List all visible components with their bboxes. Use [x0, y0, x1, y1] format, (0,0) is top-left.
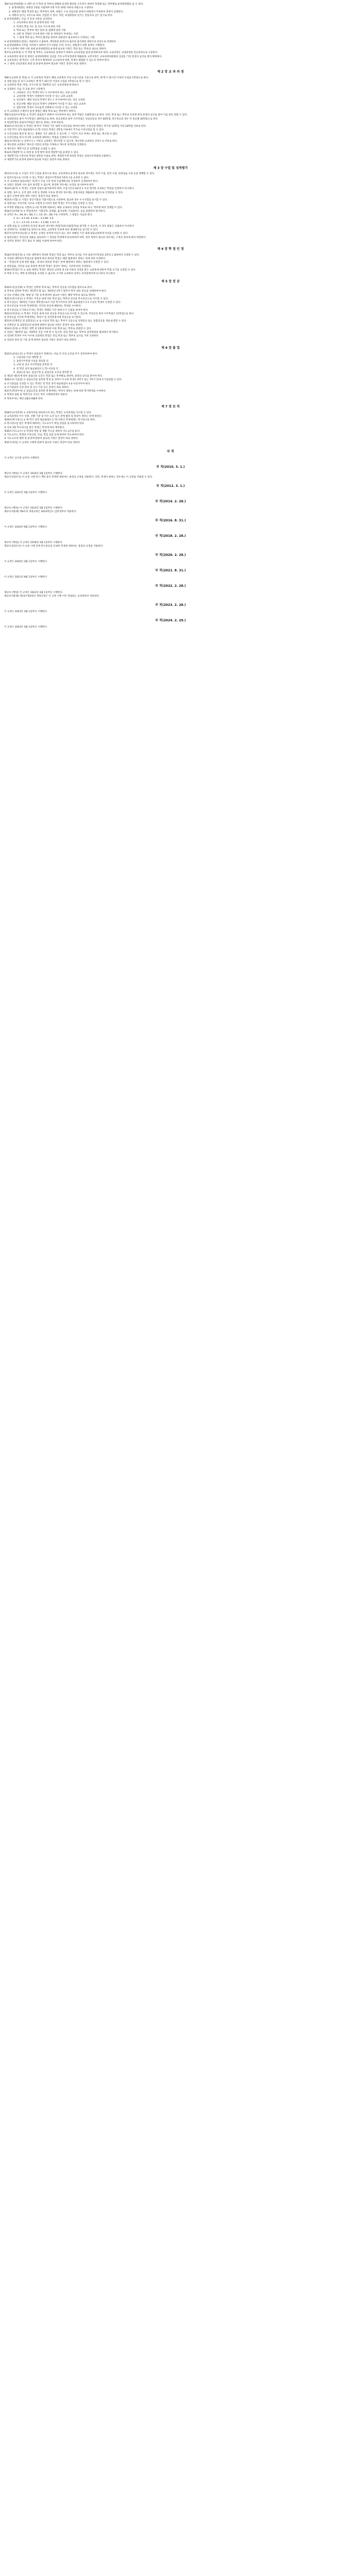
- article-paragraph: ② 국내외 대학과의 학점교류 협정에 따라 취득한 학점은 해당 협정에서 정하는 바에 따라 인정한다.: [4, 258, 106, 261]
- sub-item: 5. 졸업논문 또는 졸업시험 등 졸업인증 요건을 충족할 것: [13, 371, 72, 374]
- addendum-heading: 부 칙(2018. 2. 28.): [155, 534, 186, 538]
- sub-item: 2. C+: 2.5 C0: 2.0 D+: 1.5 D0: 1.0 F: 0: [13, 221, 59, 224]
- article-paragraph: ② 교양과정의 최저 이수학점은 30학점으로 하며, 전공과정의 최저 이수학점은 단일전공의 경우 60학점, 복수전공의 경우 각 전공별 39학점으로 한다.: [4, 117, 159, 121]
- article-paragraph: ④ 성적평가는 상대평가를 원칙으로 하되, 교과목의 특성에 따라 절대평가를 실시할 수 있다.: [4, 229, 98, 232]
- sub-item: 4. 전공선택: 해당 전공의 학생이 선택하여 이수할 수 있는 전공 교과목: [13, 103, 86, 106]
- article-paragraph: ② 성적은 A+, A0, B+, B0, C+, C0, D+, D0, F로 구분하며, 그 평점은 다음과 같다.: [4, 214, 93, 217]
- article-paragraph: 제20조(전공선택) ① 학생은 입학한 학과 또는 학부의 전공을 이수함을 원칙으로 한다.: [4, 286, 93, 290]
- article-paragraph: ② 전과는 제2학년 또는 제3학년 진급 시에 할 수 있으며, 전입 학과 또는 학부의 입학정원의 범위에서 허가한다.: [4, 331, 119, 334]
- article-paragraph: ④ 교과목은 다음 각 호와 같이 구분한다.: [4, 88, 46, 91]
- addendum-heading: 부 칙(2012. 3. 1.): [156, 484, 185, 488]
- chapter-heading: 제 4 장 학 점 인 정: [157, 247, 184, 251]
- article-paragraph: 제2조(적용례) 제9조의 개정규정은 2014학년도 입학생부터 적용한다.: [4, 510, 77, 513]
- article-paragraph: 제26조(조기졸업) ① 졸업요건을 충족한 학생 중 성적이 우수한 학생은 6학기 또는 7학기 만에 조기졸업할 수 있다.: [4, 379, 123, 382]
- sub-item: 3. 교양 및 전공 이수학점을 충족할 것: [13, 364, 53, 367]
- article-paragraph: 제11조(재수강) ① 성적이 C+ 이하인 교과목은 재수강할 수 있으며, 재수강한 교과목의 성적은 A 이하로 한다.: [4, 140, 118, 143]
- article-paragraph: ④ 그 밖에 교육과정의 편성 및 운영에 관하여 필요한 사항은 총장이 따로 정한다.: [4, 63, 87, 65]
- sub-item: 1. 수업연한 이상 재학할 것: [13, 356, 42, 359]
- article-paragraph: 이 규정은 2020년 3월 1일부터 시행한다.: [4, 561, 47, 564]
- article-paragraph: ② 지도교수는 학생의 수강신청, 진로, 학업 상담 등에 관하여 지도하여야 한다.: [4, 434, 85, 437]
- article-paragraph: ② 복수전공은 제2학년 이상의 재학생으로서 직전 학기까지의 성적 평균평점이 2.5 이상인 학생이 신청할 수 있다.: [4, 301, 122, 304]
- article-paragraph: ② 담당교원은 이의신청 내용을 검토하여 그 결과를 학생에게 통보하여야 하며, 성적 정정이 필요한 경우에는 소정의 절차에 따라 정정한다.: [4, 236, 146, 239]
- article-paragraph: ③ 성적의 정정은 학기 종료 후 30일 이내에 하여야 한다.: [4, 240, 63, 243]
- article-paragraph: ③ 각 교과목의 담당교원은 매 학기 수업 시작 전에 수업계획서를 작성하여 공개하여야 한다.: [4, 180, 98, 183]
- article-paragraph: ② 교육과정의 편성 및 변경은 운영위원회의 심의를 거쳐 교무처장에게 제출하며, 교무처장은 교육과정위원회의 심의를 거쳐 총장의 승인을 받아 확정한다.: [4, 55, 162, 58]
- article-paragraph: 제27조(학위수여) ① 졸업요건을 충족한 학생에게는 학칙이 정하는 바에 따라 학사학위를 수여한다.: [4, 390, 107, 393]
- article-paragraph: ② 실험·실습 및 실기 교과목은 매 학기 30시간 이상의 수업을 1학점으로 할 수 있다.: [4, 80, 91, 83]
- article-paragraph: ③ 편입학생의 졸업이수학점은 별도로 정하는 바에 따른다.: [4, 121, 64, 124]
- article-paragraph: ② 재수강한 교과목은 재수강 이전의 성적을 삭제하고 재수강 성적만을 인정한다.: [4, 144, 87, 147]
- article-paragraph: 제21조(복수전공) ① 학생은 주전공 외에 다른 학과 또는 학부의 전공을 복수전공으로 이수할 수 있다.: [4, 297, 109, 300]
- article-paragraph: ④ 교원은 정당한 사유 없이 휴강할 수 없으며, 휴강한 경우에는 보강을 실시하여야 한다.: [4, 184, 95, 187]
- sub-item: 3. 학과 또는 학부의 예산 편성 및 집행에 관한 사항: [13, 29, 66, 32]
- addendum-heading: 부 칙(2022. 2. 28.): [155, 584, 186, 588]
- article-paragraph: 이 규정은 2021년 9월 1일부터 시행한다.: [4, 576, 47, 579]
- sub-item: 2. 교양선택: 학생이 선택하여 이수할 수 있는 교양 교과목: [13, 95, 73, 98]
- article-paragraph: ③ 교육과정은 매 학년도 시작 전까지 확정하여 공고하여야 하며, 학생이 열람할 수 있도록 하여야 한다.: [4, 59, 110, 62]
- article-paragraph: 이 규정은 2016년 9월 1일부터 시행한다.: [4, 526, 47, 529]
- article-paragraph: ④ 수강신청을 하지 아니한 교과목에 대하여는 학점을 인정하지 아니한다.: [4, 136, 79, 139]
- article-paragraph: 제1조(시행일) 이 규정은 2010년 3월 1일부터 시행한다.: [4, 472, 63, 475]
- article-paragraph: ② 교직과정의 이수 인원, 선발 기준 및 이수 요건 등은 관계 법령 및 총장이 정하는 바에 따른다.: [4, 415, 103, 418]
- sub-item: 1. 교양필수: 모든 학생이 반드시 이수하여야 하는 교양 교과목: [13, 91, 78, 94]
- list-item: 2. 위원장은 해당 학과장 또는 학부장이 되며, 위원은 소속 전임교원 중에서 위원장이 추천하여 총장이 임명한다.: [9, 10, 124, 13]
- sub-item: 5. 일반선택: 학생이 자유롭게 선택하여 이수할 수 있는 교과목: [13, 106, 78, 109]
- article-paragraph: 제31조(위임) 이 규정의 시행에 관하여 필요한 사항은 총장이 따로 정한다.: [4, 441, 81, 444]
- article-paragraph: 제1조(시행일) 이 규정은 2022년 3월 1일부터 시행한다.: [4, 591, 63, 595]
- article-paragraph: ② 조기졸업을 신청할 수 있는 학생은 전 학년 성적 평균평점이 4.0 이상이어야 한다.: [4, 382, 91, 385]
- article-paragraph: ② 운영위원회는 다음 각 호의 사항을 심의한다.: [4, 18, 53, 21]
- article-paragraph: ③ 부정한 방법으로 시험에 응시한 학생에 대하여는 해당 교과목의 성적을 무효로 하고, 학칙에 따라 징계할 수 있다.: [4, 206, 123, 209]
- article-paragraph: 제1조(시행일) 이 규정은 2018년 3월 1일부터 시행한다.: [4, 541, 63, 544]
- article-paragraph: ③ 출석 인정에 관한 세부 사항은 총장이 따로 정한다.: [4, 195, 59, 198]
- article-paragraph: 제12조(계절학기) ① 하계 및 동계 방학 중에 계절학기를 운영할 수 있다.: [4, 151, 79, 154]
- article-paragraph: ④ 운영위원회의 사무를 처리하기 위하여 간사 1명을 두며, 간사는 위원장이 위원 중에서 지명한다.: [4, 44, 106, 47]
- article-paragraph: 제22조(부전공) ① 학생은 주전공 외에 다른 전공을 부전공으로 이수할 수 있으며, 부전공의 최저 이수학점은 21학점으로 한다.: [4, 312, 134, 315]
- article-paragraph: 제28조(교직과정) ① 교원자격을 취득하고자 하는 학생은 교직과정을 이수할 수 있다.: [4, 411, 92, 414]
- article-paragraph: 제1조(시행일) 이 규정은 2014년 3월 1일부터 시행한다.: [4, 506, 63, 510]
- article-paragraph: ③ 수강신청의 변경 및 취소는 정해진 기간 내에 할 수 있으며, 그 기간이 지난 후에는 변경 또는 취소할 수 없다.: [4, 132, 118, 135]
- article-paragraph: 이 규정은 공포한 날부터 시행한다.: [4, 456, 40, 460]
- article-paragraph: 제2조(적용례) 제13조제2항의 개정규정은 이 규정 시행 이후 개설되는 교과목부터 적용한다.: [4, 595, 100, 598]
- sub-item: 1. 교육과정의 편성 및 운영에 관한 사항: [13, 22, 55, 25]
- article-paragraph: ③ 재수강은 재학기간 중 12학점을 초과할 수 없다.: [4, 147, 57, 150]
- article-paragraph: ④ 현장실습, 인턴십 등을 통하여 취득한 학점은 총장이 정하는 기준에 따라 인정한다.: [4, 265, 92, 268]
- article-paragraph: ④ 전과의 절차 및 기준 등에 관하여 필요한 사항은 총장이 따로 정한다.: [4, 338, 77, 342]
- article-paragraph: ③ 학위수여는 매년 2월과 8월에 한다.: [4, 397, 44, 400]
- article-paragraph: ③ 실험·실습 등 교과목의 특성상 필요한 경우에는 P(합격)와 F(불합격)로 평가할 수 있으며, 이 경우 평점은 산출하지 아니한다.: [4, 225, 135, 228]
- article-paragraph: 제18조(학점인정) ① 다른 대학에서 취득한 학점은 학과 또는 학부의 심사를 거쳐 졸업이수학점의 2분의 1 범위에서 인정할 수 있다.: [4, 253, 140, 257]
- article-paragraph: ③ 계절학기의 운영에 관하여 필요한 사항은 총장이 따로 정한다.: [4, 159, 71, 162]
- article-paragraph: 제14조(출석) ① 학생은 수업에 성실히 출석하여야 하며, 수업시간의 4분의 1 이상 결석한 교과목은 학점을 인정하지 아니한다.: [4, 188, 134, 191]
- article-paragraph: 제19조(학점포기) ① 졸업 예정인 학생은 취득한 교과목 중 C0 이하의 성적을 받은 교과목에 대하여 학점 포기를 신청할 수 있다.: [4, 268, 136, 272]
- article-paragraph: ② 학점 포기는 재학 중 6학점을 초과할 수 없으며, 포기한 교과목의 성적은 성적증명서에 표기하지 아니한다.: [4, 273, 116, 276]
- article-paragraph: ② 연계전공 및 융합전공의 운영에 관하여 필요한 사항은 총장이 따로 정한다.: [4, 324, 83, 327]
- article-paragraph: 제17조(성적이의신청) ① 학생은 공개된 성적에 이의가 있는 경우 정해진 기간 내에 담당교원에게 이의를 신청할 수 있다.: [4, 232, 129, 235]
- article-paragraph: 제9조(졸업이수학점) ① 학생이 졸업하기 위하여 이수하여야 하는 최저 학점은 130학점으로 한다. 다만, 학과 또는 학부의 특성에 따라 총장의 승인을 받아 이를 달리 정할 수 있다.: [4, 114, 188, 117]
- article-paragraph: ③ 전공 선택의 인원, 방법 및 기준 등에 관하여 필요한 사항은 해당 학부의 내규로 정한다.: [4, 294, 96, 297]
- addendum-heading: 부 칙: [167, 449, 174, 453]
- article-paragraph: ③ 운영위원회의 회의는 위원장이 소집하며, 재적위원 과반수의 출석과 출석위원 과반수의 찬성으로 의결한다.: [4, 40, 117, 43]
- article-paragraph: ② 질병, 경조사, 공적 업무 수행 등 정당한 사유로 결석한 경우에는 증빙서류를 제출하여 출석으로 인정받을 수 있다.: [4, 191, 124, 194]
- addendum-heading: 부 칙(2016. 8. 31.): [155, 519, 186, 522]
- addendum-heading: 부 칙(2021. 8. 31.): [155, 569, 186, 573]
- article-paragraph: ② 학위의 종류 및 학위기의 서식은 학칙 시행세칙에서 정한다.: [4, 394, 68, 397]
- sub-item: 4. 교원 및 직원의 인사에 관한 사항 중 위원장이 부의하는 사항: [13, 33, 78, 36]
- article-paragraph: ② 제1항 제5호에 따른 졸업인증 요건은 학과 또는 학부별로 정하며, 총장의 승인을 받아야 한다.: [4, 375, 103, 378]
- article-paragraph: 제25조(졸업요건) ① 학생이 졸업하기 위해서는 다음 각 호의 요건을 모두 충족하여야 한다.: [4, 352, 98, 355]
- article-paragraph: 제15조(시험) ① 시험은 중간시험과 기말시험으로 구분하며, 필요한 경우 수시시험을 실시할 수 있다.: [4, 199, 108, 202]
- article-paragraph: ③ 전과한 학생이 이미 이수한 교과목의 학점은 전입 학과 또는 학부의 심사를 거쳐 인정한다.: [4, 335, 99, 338]
- article-paragraph: ② 학부로 입학한 학생은 제1학년 말 또는 제2학년 1학기 말까지 학부 내의 전공을 선택하여야 한다.: [4, 290, 107, 293]
- article-paragraph: 제23조(연계전공 및 융합전공) ① 둘 이상의 학과 또는 학부가 공동으로 연계전공 또는 융합전공을 개설·운영할 수 있다.: [4, 320, 127, 323]
- article-paragraph: 이 규정은 2012년 3월 1일부터 시행한다.: [4, 491, 47, 494]
- article-paragraph: 제6조(운영위원회) ① 대학 내 각 학과 및 학부의 원활한 운영과 발전을 도모하기 위하여 학과별 또는 학부별로 운영위원회를 둘 수 있다.: [4, 3, 144, 6]
- article-paragraph: 제8조(교과목 및 학점) ① 각 교과목의 학점은 해당 교과목의 주당 수업시간을 기준으로 하며, 매 학기 15시간 이상의 수업을 1학점으로 한다.: [4, 76, 149, 79]
- article-paragraph: ② 부전공을 이수한 학생에게는 학위기 및 성적증명서에 부전공을 표기한다.: [4, 316, 82, 319]
- sub-item: 1. A+: 4.5 A0: 4.0 B+: 3.5 B0: 3.0: [13, 217, 54, 221]
- article-paragraph: ③ 조기졸업의 신청 절차 및 심사 기준 등은 총장이 따로 정한다.: [4, 386, 70, 389]
- sub-item: 3. 전공필수: 해당 전공의 학생이 반드시 이수하여야 하는 전공 교과목: [13, 99, 85, 102]
- chapter-heading: 제 6 장 졸 업: [161, 346, 180, 350]
- article-paragraph: 제2조(경과조치) 이 규정 시행 전에 복수전공을 신청한 학생에 대하여는 종전의 규정을 적용한다.: [4, 545, 104, 548]
- addendum-heading: 부 칙(2010. 3. 1.): [156, 465, 185, 469]
- article-paragraph: ③ 「학점인정 등에 관한 법률」에 따라 취득한 학점은 관계 법령에서 정하는 범위에서 인정할 수 있다.: [4, 261, 109, 264]
- article-paragraph: ④ 복수전공을 포기하고자 하는 학생은 정해진 기간 내에 포기 신청을 하여야 한다.: [4, 309, 89, 312]
- article-paragraph: 제29조(학사경고) ① 매 학기 성적 평균평점이 1.75 미만인 학생에게는 학사경고를 한다.: [4, 419, 96, 422]
- article-paragraph: 이 규정은 2024년 3월 1일부터 시행한다.: [4, 626, 47, 629]
- article-paragraph: 제30조(지도교수) ① 학생의 학업 및 생활 지도를 위하여 지도교수를 둔다.: [4, 430, 80, 433]
- article-paragraph: ③ 지도교수의 배정 및 운영에 관하여 필요한 사항은 총장이 따로 정한다.: [4, 437, 79, 440]
- article-paragraph: ⑤ 이 규정에서 정한 사항 외에 운영위원회의 운영에 필요한 사항은 학과 또는 학부의 내규로 정한다.: [4, 48, 107, 50]
- article-paragraph: 제10조(수강신청) ① 학생은 매 학기 지정된 기간 내에 수강신청을 하여야 하며, 수강신청 학점은 학기당 12학점 이상 18학점 이하로 한다.: [4, 125, 147, 128]
- article-paragraph: ② 질병 또는 부득이한 사유로 시험에 응시하지 못한 학생은 추가시험을 신청할 수 있다.: [4, 202, 94, 206]
- sub-item: 2. 학생의 학업 지도 및 진로 지도에 관한 사항: [13, 25, 61, 28]
- addendum-heading: 부 칙(2024. 2. 29.): [155, 619, 186, 623]
- article-paragraph: 제7조(교육과정) ① 각 학과 및 학부는 교육목표를 달성하기 위하여 교육과정을 편성·운영하여야 하며, 교육과정은 교양과정과 전공과정으로 구분한다.: [4, 52, 158, 55]
- list-item: 1. 운영위원회는 위원장 1명을 포함하여 5명 이상 10명 이하의 위원으로 구성한다.: [9, 7, 94, 10]
- article-paragraph: ③ 교과목의 명칭, 학점, 이수구분 및 개설학년 등은 교육과정표에 따른다.: [4, 84, 79, 87]
- article-paragraph: ② 직전 학기 성적 평균평점이 3.75 이상인 학생은 3학점 이내에서 추가로 수강신청을 할 수 있다.: [4, 129, 105, 132]
- list-item: 3. 위원의 임기는 2년으로 하되, 연임할 수 있다. 다만, 보궐위원의 임기는 전임자의 남은 임기로 한다.: [9, 14, 113, 17]
- article-paragraph: ⑤ 각 교과목의 구체적인 운영 방법은 해당 학과 또는 학부에서 정한다.: [4, 110, 76, 113]
- chapter-heading: 제 5 장 전 공: [161, 280, 180, 284]
- article-paragraph: ② 원격수업으로 이수할 수 있는 학점은 졸업이수학점의 5분의 1을 초과할 수 없다.: [4, 176, 90, 179]
- article-paragraph: ③ 복수전공을 이수한 학생에게는 각각의 전공에 해당하는 학위를 수여한다.: [4, 305, 82, 308]
- addendum-heading: 부 칙(2023. 2. 28.): [155, 603, 186, 607]
- article-paragraph: 제24조(전과) ① 학생은 재학 중 1회에 한하여 다른 학과 또는 학부로 전과할 수 있다.: [4, 327, 92, 330]
- chapter-heading: 제 3 장 수업 및 성적평가: [153, 166, 188, 170]
- addendum-heading: 부 칙(2020. 2. 28.): [155, 553, 186, 557]
- article-paragraph: 제2조(경과조치) 이 규정 시행 당시 재학 중인 학생에 대하여는 종전의 규정을 적용한다. 다만, 학생이 원하는 경우에는 이 규정을 적용할 수 있다.: [4, 476, 153, 479]
- article-paragraph: 제13조(수업) ① 수업은 주간 수업을 원칙으로 하되, 교육과정의 운영상 필요한 경우에는 야간 수업, 원격 수업, 현장실습 수업 등을 병행할 수 있다.: [4, 173, 155, 176]
- chapter-heading: 제 7 장 보 칙: [161, 404, 180, 409]
- sub-item: 4. 전 학년 성적 평균평점이 1.75 이상일 것: [13, 367, 58, 370]
- regulation-document: [0, 0, 341, 633]
- article-paragraph: ② 학사경고를 받은 학생에 대하여는 지도교수가 학업 상담을 실시하여야 한다.: [4, 422, 85, 426]
- article-paragraph: ② 계절학기의 수강신청 학점은 6학점 이내로 하며, 계절학기에 취득한 학점은 졸업이수학점에 포함한다.: [4, 155, 111, 158]
- addendum-heading: 부 칙(2014. 2. 28.): [155, 499, 186, 503]
- sub-item: 5. 그 밖에 학과 또는 학부의 발전을 위하여 위원장이 필요하다고 인정하는 사항: [13, 37, 95, 40]
- article-paragraph: ③ 연속 3회 학사경고를 받은 학생은 학칙에 따라 제적한다.: [4, 426, 65, 429]
- article-paragraph: 이 규정은 2023년 3월 1일부터 시행한다.: [4, 611, 47, 614]
- article-paragraph: 제16조(성적평가) ① 학업성적은 시험성적, 과제물, 출석상황, 수업참여도 등을 종합하여 평가한다.: [4, 210, 106, 213]
- sub-item: 2. 졸업이수학점 이상을 취득할 것: [13, 360, 48, 363]
- chapter-heading: 제 2 장 교 과 과 정: [157, 70, 184, 74]
